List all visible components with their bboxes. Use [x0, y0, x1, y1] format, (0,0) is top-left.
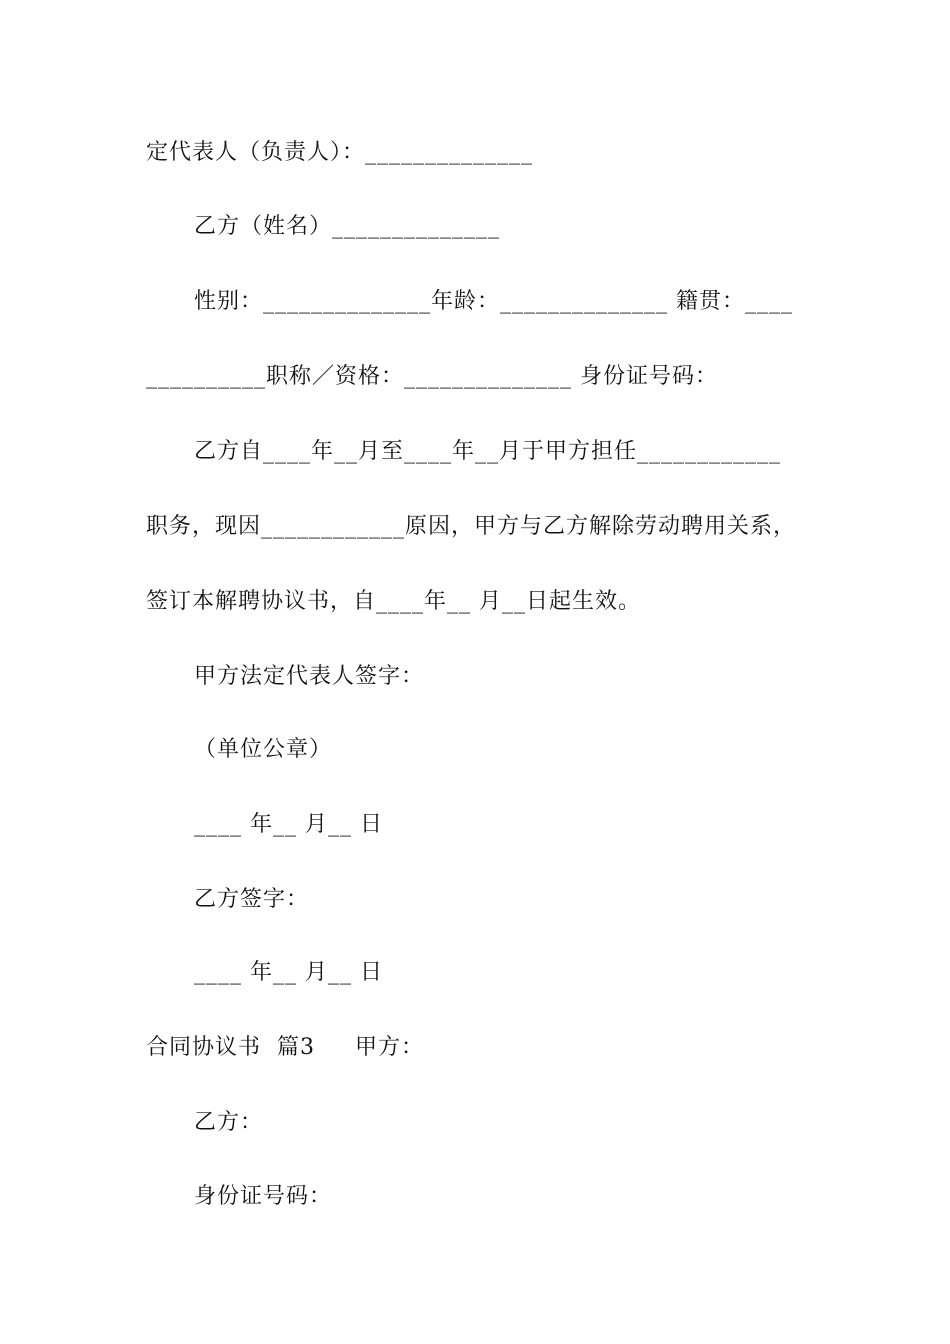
party-b-date-line: ____ 年__ 月__ 日: [194, 960, 383, 985]
id-number-label: 身份证号码：: [194, 1184, 333, 1209]
party-b-name-line: 乙方（姓名）______________: [194, 214, 501, 239]
effective-date-line: 签订本解聘协议书，自____年__ 月__日起生效。: [146, 589, 641, 614]
company-seal-label: （单位公章）: [194, 737, 333, 762]
termination-reason-line: 职务，现因____________原因，甲方与乙方解除劳动聘用关系，: [146, 514, 797, 539]
party-b-signature-label: 乙方签字：: [194, 887, 310, 912]
party-a-signature-label: 甲方法定代表人签字：: [194, 664, 425, 689]
title-id-line: __________职称／资格：______________ 身份证号码：: [146, 364, 718, 389]
gender-age-origin-line: 性别：______________年龄：______________ 籍贯：____: [194, 289, 793, 314]
party-a-date-line: ____ 年__ 月__ 日: [194, 812, 383, 837]
party-b-label: 乙方：: [194, 1110, 264, 1135]
legal-rep-line: 定代表人（负责人）：______________: [146, 140, 534, 165]
employment-period-line: 乙方自____年__月至____年__月于甲方担任____________: [194, 439, 782, 464]
section-heading-contract-3: 合同协议书 篇3 甲方：: [146, 1035, 424, 1060]
